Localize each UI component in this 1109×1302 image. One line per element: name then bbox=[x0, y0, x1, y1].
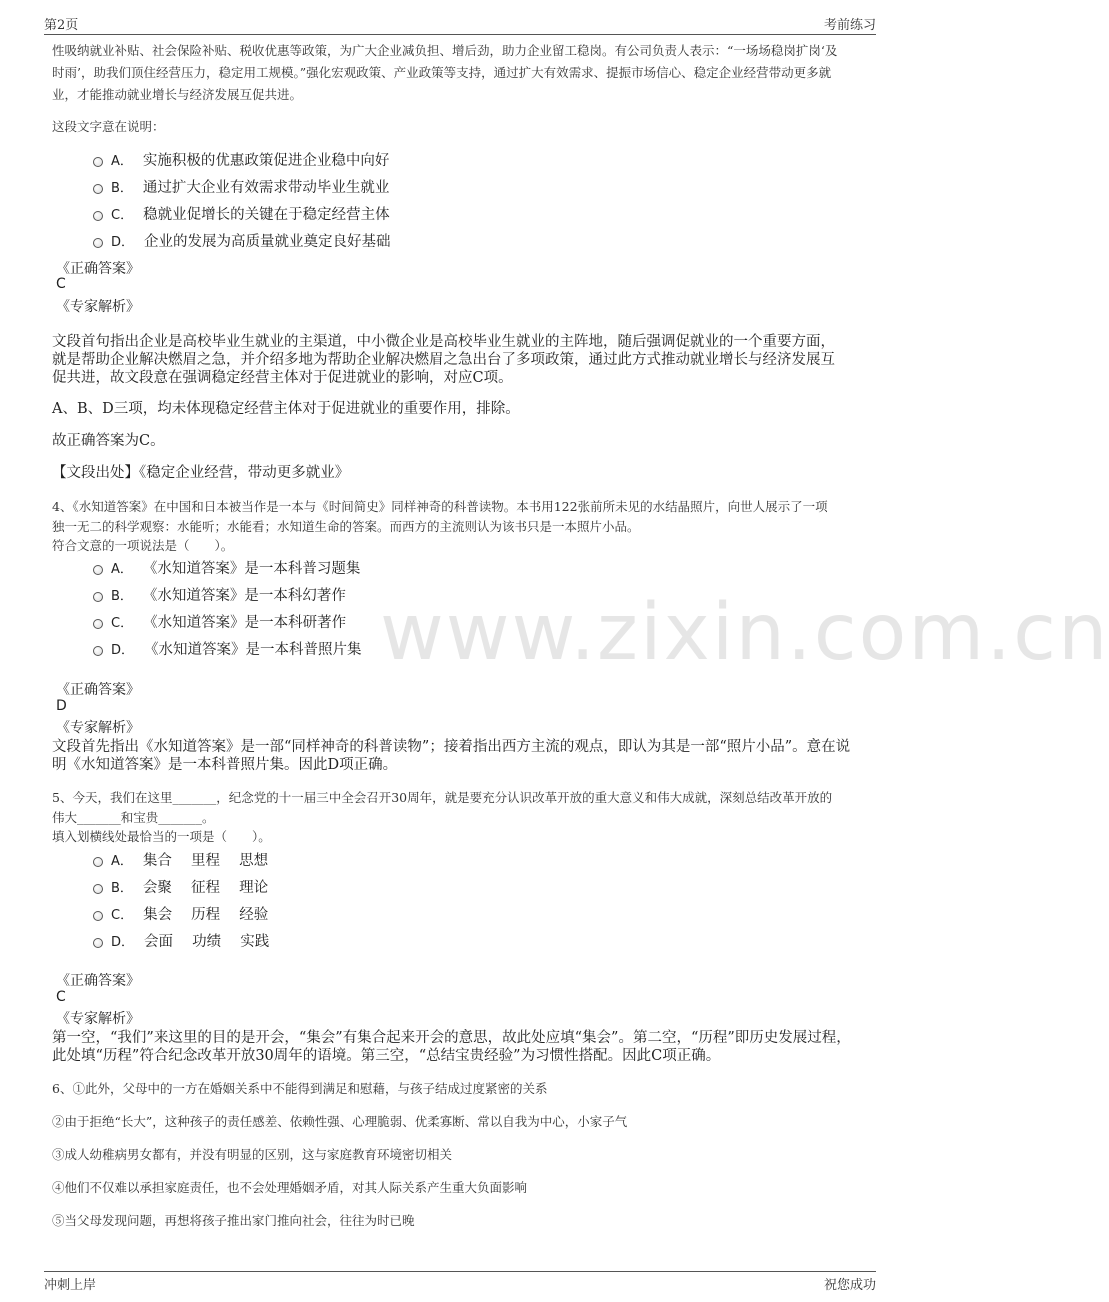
analysis-label: 《专家解析》 bbox=[56, 299, 140, 315]
page-header bbox=[44, 0, 876, 35]
radio-icon[interactable] bbox=[93, 938, 103, 948]
watermark: www.zixin.com.cn bbox=[380, 588, 1109, 678]
q5-option-a[interactable]: A． 集合 里程 思想 bbox=[93, 849, 268, 870]
analysis-label: 《专家解析》 bbox=[56, 720, 140, 736]
page-footer bbox=[44, 1271, 876, 1293]
radio-icon[interactable] bbox=[93, 184, 103, 194]
q5-answer: C bbox=[56, 989, 66, 1005]
q5-stem-line: 5、今天，我们在这里_______，纪念党的十一届三中全会召开30周年，就是要充分认识改革开放的重大意义和伟大成就，深刻总结改革开放的 bbox=[52, 790, 833, 805]
q3-passage-line: 时雨’，助我们顶住经营压力，稳定用工规模。”强化宏观政策、产业政策等支持，通过扩大有效需求、提振市场信心、稳定企业经营带动更多就 bbox=[52, 65, 832, 80]
answer-label: 《正确答案》 bbox=[56, 682, 140, 698]
q3-passage-line: 性吸纳就业补贴、社会保险补贴、税收优惠等政策，为广大企业减负担、增后劲，助力企业留工稳岗。有公司负责人表示：“一场场稳岗扩岗‘及 bbox=[52, 43, 838, 58]
q5-option-c[interactable]: C． 集会 历程 经验 bbox=[93, 903, 268, 924]
footer-left: 冲刺上岸 bbox=[44, 1278, 97, 1293]
q4-analysis-line: 明《水知道答案》是一本科普照片集。因此D项正确。 bbox=[52, 757, 398, 773]
q3-option-b[interactable]: B． 通过扩大企业有效需求带动毕业生就业 bbox=[93, 176, 389, 197]
q4-option-c[interactable]: C． 《水知道答案》是一本科研著作 bbox=[93, 611, 346, 632]
header-title: 考前练习 bbox=[823, 18, 876, 33]
q3-option-c[interactable]: C． 稳就业促增长的关键在于稳定经营主体 bbox=[93, 203, 390, 224]
q3-conclusion: 故正确答案为C。 bbox=[52, 433, 165, 449]
q4-stem-line: 独一无二的科学观察：水能听；水能看；水知道生命的答案。而西方的主流则认为该书只是一本照片小品。 bbox=[52, 519, 640, 534]
q6-sentence-2: ②由于拒绝“长大”，这种孩子的责任感差、依赖性强、心理脆弱、优柔寡断、常以自我为中心，小家子气 bbox=[52, 1114, 628, 1129]
q5-analysis-line: 第一空，“我们”来这里的目的是开会，“集会”有集合起来开会的意思，故此处应填“集会”。第二空，“历程”即历史发展过程， bbox=[52, 1030, 851, 1046]
q3-question: 这段文字意在说明： bbox=[52, 119, 165, 134]
q3-analysis-line: 就是帮助企业解决燃眉之急，并介绍多地为帮助企业解决燃眉之急出台了多项政策，通过此方式推动就业增长与经济发展互 bbox=[52, 352, 835, 368]
q4-stem-line: 4、《水知道答案》在中国和日本被当作是一本与《时间简史》同样神奇的科普读物。本书用122张前所未见的水结晶照片，向世人展示了一项 bbox=[52, 499, 828, 514]
q5-analysis-line: 此处填“历程”符合纪念改革开放30周年的语境。第三空，“总结宝贵经验”为习惯性搭配。因此C项正确。 bbox=[52, 1048, 721, 1064]
q4-option-d[interactable]: D． 《水知道答案》是一本科普照片集 bbox=[93, 638, 362, 659]
radio-icon[interactable] bbox=[93, 884, 103, 894]
q5-option-b[interactable]: B． 会聚 征程 理论 bbox=[93, 876, 268, 897]
q5-stem-line: 填入划横线处最恰当的一项是（ ）。 bbox=[52, 829, 271, 844]
radio-icon[interactable] bbox=[93, 565, 103, 575]
q6-sentence-3: ③成人幼稚病男女都有，并没有明显的区别，这与家庭教育环境密切相关 bbox=[52, 1147, 453, 1162]
radio-icon[interactable] bbox=[93, 238, 103, 248]
radio-icon[interactable] bbox=[93, 911, 103, 921]
q3-passage-line: 业，才能推动就业增长与经济发展互促共进。 bbox=[52, 87, 303, 102]
q6-sentence-5: ⑤当父母发现问题，再想将孩子推出家门推向社会，往往为时已晚 bbox=[52, 1213, 415, 1228]
answer-label: 《正确答案》 bbox=[56, 973, 140, 989]
answer-label: 《正确答案》 bbox=[56, 261, 140, 277]
radio-icon[interactable] bbox=[93, 619, 103, 629]
footer-right: 祝您成功 bbox=[823, 1278, 876, 1293]
radio-icon[interactable] bbox=[93, 211, 103, 221]
q6-sentence-4: ④他们不仅难以承担家庭责任，也不会处理婚姻矛盾，对其人际关系产生重大负面影响 bbox=[52, 1180, 528, 1195]
q3-answer: C bbox=[56, 276, 66, 292]
q6-sentence-1: 6、①此外，父母中的一方在婚姻关系中不能得到满足和慰藉，与孩子结成过度紧密的关系 bbox=[52, 1081, 548, 1096]
q3-option-a[interactable]: A． 实施积极的优惠政策促进企业稳中向好 bbox=[93, 149, 389, 170]
q4-stem-line: 符合文意的一项说法是（ ）。 bbox=[52, 538, 234, 553]
q4-option-b[interactable]: B． 《水知道答案》是一本科幻著作 bbox=[93, 584, 346, 605]
q4-analysis-line: 文段首先指出《水知道答案》是一部“同样神奇的科普读物”；接着指出西方主流的观点，即认为其是一部“照片小品”。意在说 bbox=[52, 739, 851, 755]
q3-source: 【文段出处】《稳定企业经营，带动更多就业》 bbox=[52, 465, 350, 481]
radio-icon[interactable] bbox=[93, 857, 103, 867]
q5-stem-line: 伟大_______和宝贵_______。 bbox=[52, 810, 215, 825]
q4-option-a[interactable]: A． 《水知道答案》是一本科普习题集 bbox=[93, 557, 360, 578]
q3-analysis-2: A、B、D三项，均未体现稳定经营主体对于促进就业的重要作用，排除。 bbox=[52, 401, 520, 417]
q5-option-d[interactable]: D． 会面 功绩 实践 bbox=[93, 930, 269, 951]
q3-analysis-line: 促共进，故文段意在强调稳定经营主体对于促进就业的影响，对应C项。 bbox=[52, 370, 513, 386]
radio-icon[interactable] bbox=[93, 157, 103, 167]
radio-icon[interactable] bbox=[93, 646, 103, 656]
q3-option-d[interactable]: D． 企业的发展为高质量就业奠定良好基础 bbox=[93, 230, 391, 251]
q3-analysis-line: 文段首句指出企业是高校毕业生就业的主渠道，中小微企业是高校毕业生就业的主阵地，随后强调促就业的一个重要方面， bbox=[52, 334, 835, 350]
radio-icon[interactable] bbox=[93, 592, 103, 602]
q4-answer: D bbox=[56, 698, 67, 714]
page-number: 第2页 bbox=[44, 18, 79, 33]
analysis-label: 《专家解析》 bbox=[56, 1011, 140, 1027]
